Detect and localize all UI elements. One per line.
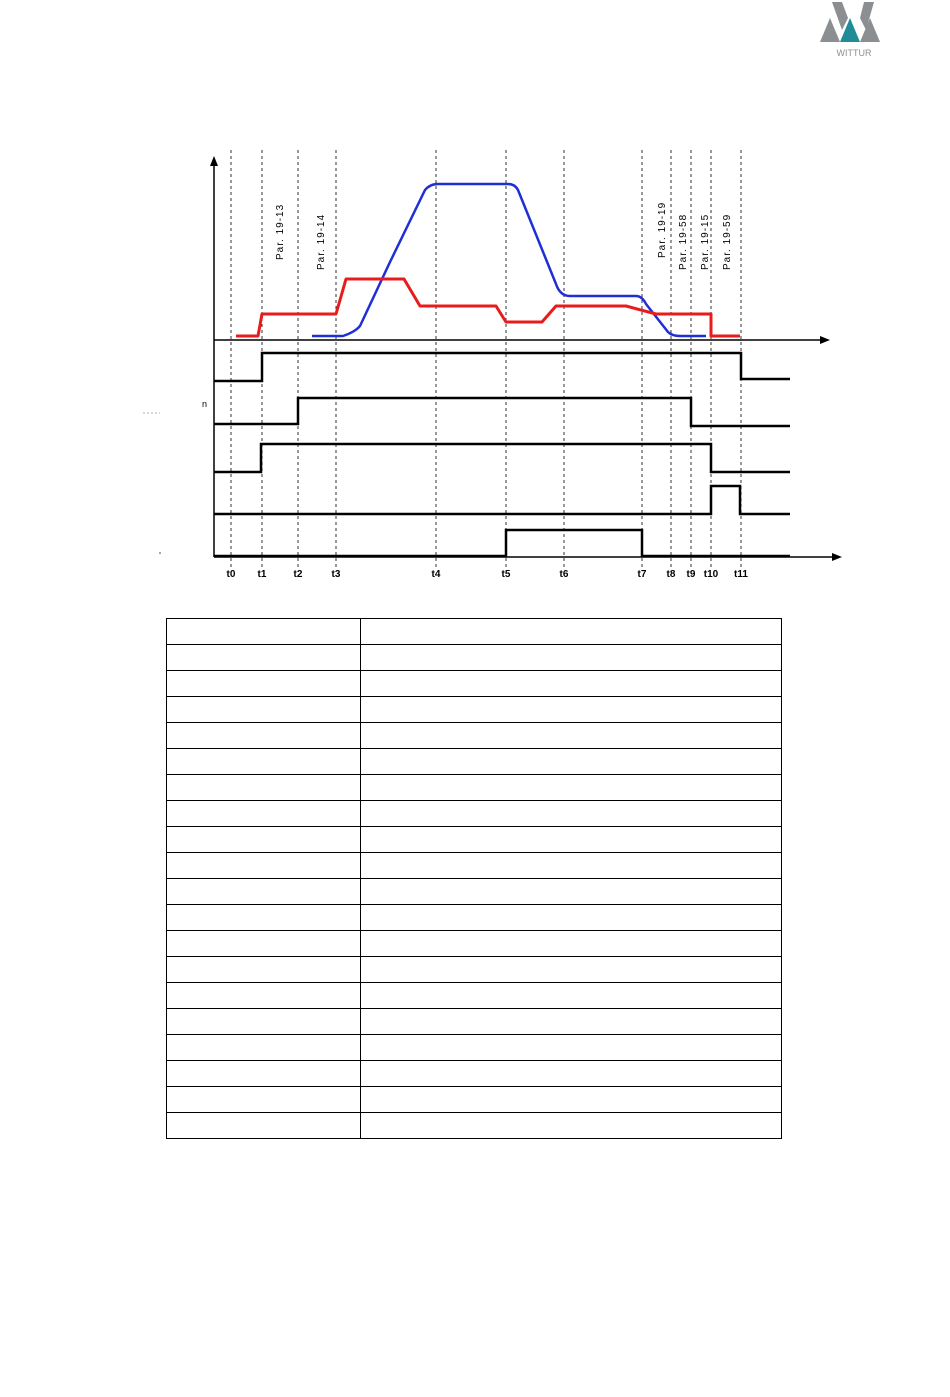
svg-text:WITTUR: WITTUR <box>836 48 872 58</box>
table-cell <box>167 723 361 749</box>
table-row <box>167 1009 782 1035</box>
signal-line-5 <box>214 530 790 556</box>
table-cell <box>361 853 782 879</box>
signal-lines <box>214 353 790 556</box>
table-row <box>167 697 782 723</box>
table-row <box>167 723 782 749</box>
table-cell <box>361 1087 782 1113</box>
table-cell <box>167 879 361 905</box>
table-row <box>167 1113 782 1139</box>
table-row <box>167 827 782 853</box>
table-cell <box>361 1113 782 1139</box>
table-row <box>167 1087 782 1113</box>
parameter-label: Par. 19-15 <box>700 213 711 270</box>
table-cell <box>361 697 782 723</box>
table-cell <box>167 957 361 983</box>
table-cell <box>167 619 361 645</box>
table-row <box>167 879 782 905</box>
table-cell <box>167 645 361 671</box>
table-row <box>167 957 782 983</box>
side-mark-n: n <box>202 399 208 409</box>
table-cell <box>361 1035 782 1061</box>
table-row <box>167 1061 782 1087</box>
table-cell <box>361 619 782 645</box>
time-tick-label: t9 <box>686 569 696 580</box>
table-cell <box>361 827 782 853</box>
side-dot <box>159 552 161 554</box>
parameter-label: Par. 19-19 <box>657 201 668 258</box>
parameter-labels <box>275 202 733 270</box>
upper-x-arrow <box>820 336 830 344</box>
time-tick-label: t0 <box>226 569 236 580</box>
table-row <box>167 619 782 645</box>
table-row <box>167 671 782 697</box>
time-tick-label: t10 <box>703 569 719 580</box>
table-cell <box>167 801 361 827</box>
time-tick-labels <box>227 569 749 580</box>
table-cell <box>361 1061 782 1087</box>
parameter-label: Par. 19-13 <box>275 203 286 260</box>
table-cell <box>167 1035 361 1061</box>
table-cell <box>361 879 782 905</box>
table-row <box>167 645 782 671</box>
table-row <box>167 775 782 801</box>
table-cell <box>361 723 782 749</box>
parameter-table <box>166 618 782 1139</box>
table-cell <box>167 1061 361 1087</box>
table-cell <box>167 749 361 775</box>
table-cell <box>167 1113 361 1139</box>
signal-line-1 <box>214 353 790 381</box>
time-tick-label: t8 <box>666 569 676 580</box>
table-row <box>167 853 782 879</box>
table-cell <box>361 775 782 801</box>
lower-x-arrow <box>832 553 842 561</box>
table-cell <box>361 671 782 697</box>
table-cell <box>361 801 782 827</box>
time-tick-label: t3 <box>331 569 341 580</box>
signal-line-2 <box>214 398 790 426</box>
table-row <box>167 1035 782 1061</box>
table-cell <box>167 775 361 801</box>
table-cell <box>167 1009 361 1035</box>
table-cell <box>167 697 361 723</box>
table-cell <box>167 983 361 1009</box>
parameter-label: Par. 19-58 <box>678 213 689 270</box>
table-cell <box>361 931 782 957</box>
table-cell <box>167 931 361 957</box>
table-row <box>167 749 782 775</box>
speed-curve <box>312 184 706 336</box>
signal-line-4 <box>214 486 790 514</box>
table-cell <box>361 749 782 775</box>
time-tick-label: t7 <box>637 569 647 580</box>
time-tick-label: t11 <box>734 569 748 580</box>
table-cell <box>167 1087 361 1113</box>
time-tick-label: t1 <box>257 569 267 580</box>
upper-y-arrow <box>210 156 218 166</box>
parameter-label: Par. 19-14 <box>316 213 327 270</box>
table-row <box>167 801 782 827</box>
time-tick-label: t2 <box>293 569 303 580</box>
table-cell <box>167 905 361 931</box>
table-cell <box>167 827 361 853</box>
table-cell <box>167 671 361 697</box>
table-row <box>167 931 782 957</box>
parameter-label: Par. 19-59 <box>722 213 733 270</box>
table-cell <box>361 905 782 931</box>
timing-diagram <box>0 0 950 600</box>
table-cell <box>361 957 782 983</box>
table-row <box>167 905 782 931</box>
table-cell <box>167 853 361 879</box>
table-cell <box>361 983 782 1009</box>
time-tick-label: t5 <box>501 569 511 580</box>
signal-line-3 <box>214 444 790 472</box>
table-cell <box>361 1009 782 1035</box>
table-cell <box>361 645 782 671</box>
time-tick-label: t6 <box>559 569 569 580</box>
time-tick-label: t4 <box>431 569 441 580</box>
table-row <box>167 983 782 1009</box>
